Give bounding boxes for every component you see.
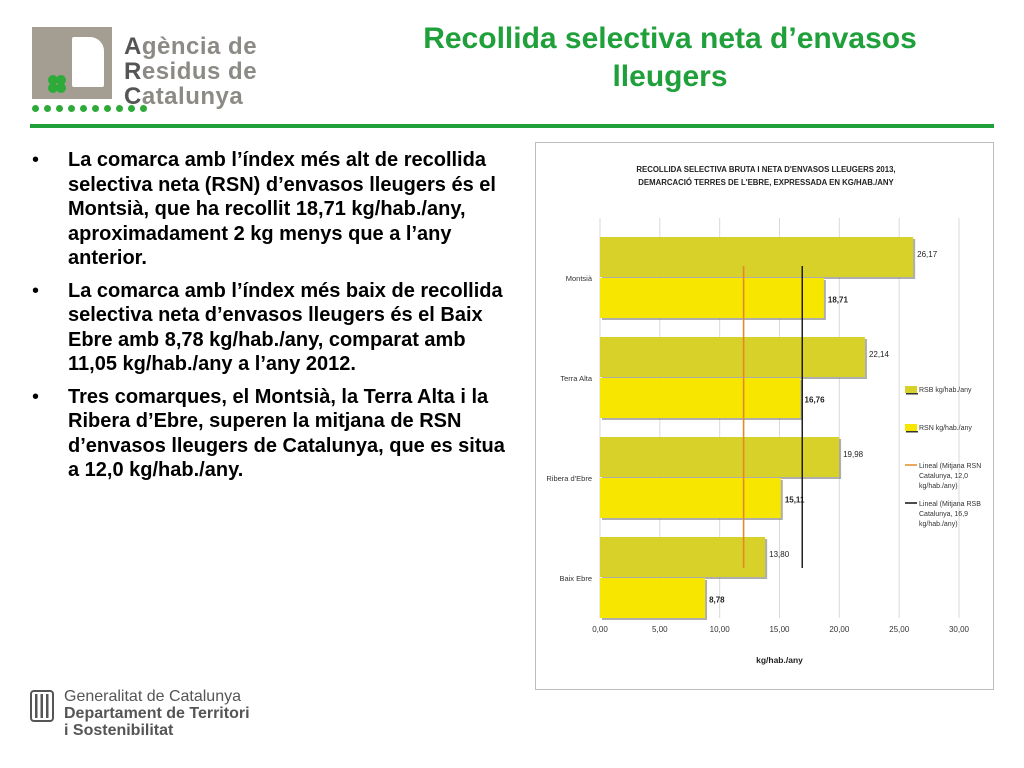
slide-title-line2: lleugers [612,60,728,93]
rsb-bar [600,437,839,477]
bullet-marker: • [32,279,40,302]
bullet-marker: • [32,385,40,408]
bullet-item [30,148,520,271]
rsn-bar [600,278,824,318]
legend-label: kg/hab./any) [919,521,958,528]
legend-label: RSB kg/hab./any [919,387,972,394]
legend-label: Lineal (Mitjana RSN [919,463,982,470]
x-tick-label: 20,00 [829,625,850,634]
footer-logo [30,688,290,738]
x-tick-label: 30,00 [948,625,970,634]
bullet-text: Tres comarques, el Montsià, la Terra Alta i la Ribera d’Ebre, superen la mitjana de RSN d’envasos lleugers de Catalunya, que es situa a 12,0 kg/hab./any. [68,385,505,481]
category-label: Terra Alta [560,374,592,383]
legend-label: kg/hab./any) [919,483,958,490]
bullet-item [30,385,520,483]
legend-label: Catalunya, 16,9 [919,511,969,518]
data-label: 26,17 [917,250,938,259]
legend-swatch [905,424,917,431]
chart-title-line1: RECOLLIDA SELECTIVA BRUTA I NETA D'ENVASOS LLEUGERS 2013, [636,165,896,174]
chart-frame [535,142,994,690]
legend-label: Lineal (Mitjana RSB [919,501,981,508]
footer-line2: Departament de Territori [64,705,250,722]
leaf-icon [46,73,68,95]
x-tick-label: 5,00 [652,625,668,634]
legend-label: Catalunya, 12,0 [919,473,969,480]
data-label: 18,71 [827,295,848,305]
legend-label: RSN kg/hab./any [919,425,972,432]
bar-chart [536,143,995,691]
legend-swatch [905,386,917,393]
category-label: Montsià [565,274,592,283]
generalitat-emblem-icon [30,690,54,722]
category-label: Ribera d'Ebre [546,474,592,483]
x-axis-label: kg/hab./any [756,655,803,665]
x-tick-label: 0,00 [592,625,608,634]
rsb-bar [600,237,913,277]
legend-swatch-shadow [906,431,918,433]
rsb-bar [600,537,765,577]
bullet-text: La comarca amb l’índex més baix de recollida selectiva neta d’envasos lleugers és el Baix Ebre amb 8,78 kg/hab./any, comparat amb 11,05 kg/hab./any a l’any 2012. [68,279,503,375]
category-label: Baix Ebre [559,574,592,583]
data-label: 15,11 [784,495,805,505]
logo-r-mark [32,27,112,99]
title-divider [30,124,994,128]
x-tick-label: 15,00 [769,625,790,634]
bullet-text: La comarca amb l’índex més alt de recollida selectiva neta (RSN) d’envasos lleugers és el Montsià, que ha recollit 18,71 kg/hab./any, aproximadament 2 kg menys que a l’any anterior. [68,149,496,269]
footer-line3: i Sostenibilitat [64,722,174,739]
slide-title [360,20,980,96]
data-label: 22,14 [868,350,889,359]
slide-title-line1: Recollida selectiva neta d’envasos [423,22,917,55]
logo-wordmark: Agència de Residus de Catalunya [124,33,258,110]
footer-line1: Generalitat de Catalunya [64,688,241,705]
bullet-item [30,279,520,377]
rsn-bar [600,378,801,418]
data-label: 13,80 [769,550,790,559]
data-label: 16,76 [804,395,825,405]
rsn-bar [600,578,705,618]
bullet-marker: • [32,149,40,171]
rsn-bar [600,478,781,518]
data-label: 8,78 [709,595,725,605]
bullet-list [30,148,520,491]
rsb-bar [600,337,865,377]
x-tick-label: 10,00 [709,625,730,634]
x-tick-label: 25,00 [889,625,910,634]
chart-title-line2: DEMARCACIÓ TERRES DE L'EBRE, EXPRESSADA EN KG/HAB./ANY [638,178,894,187]
legend-swatch-shadow [906,393,918,395]
data-label: 19,98 [843,450,864,459]
agency-logo [30,25,270,115]
